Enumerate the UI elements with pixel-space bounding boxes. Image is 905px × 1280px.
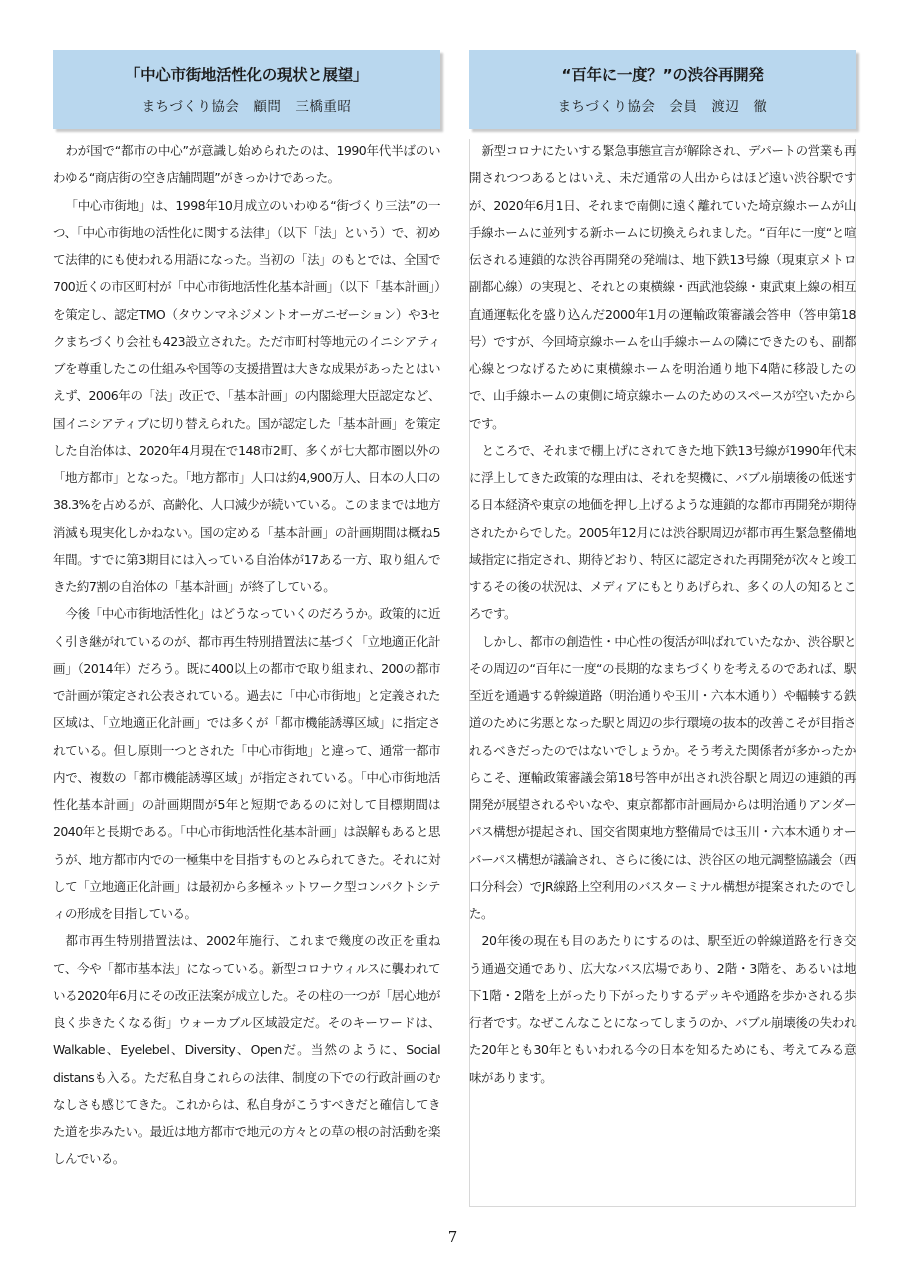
- left-article-author: まちづくり協会 顧問 三橋重昭: [141, 99, 352, 115]
- left-paragraph-1: わが国で“都市の中心”が意識し始められたのは、1990年代半ばのいわゆる“商店街の空き店舗問題”がきっかけであった。: [53, 143, 440, 186]
- right-paragraph-1: 新型コロナにたいする緊急事態宣言が解除され、デパートの営業も再開されつつあるとはいえ、未だ通常の人出からはほど遠い渋谷駅ですが、2020年6月1日、それまで南側に遠く離れていた埼京線ホームが山手線ホームに並列する新ホームに切換えられました。“百年に一度“と喧伝される連鎖的な渋谷再開発の発端は、地下鉄13号線（現東京メトロ副都心線）の実現と、それとの東横線・西武池袋線・東武東上線の相互直通運転化を盛り込んだ2000年1月の運輸政策審議会答申（答申第18号）ですが、今回埼京線ホームを山手線ホームの隣にできたのも、副都心線とつなげるために東横線ホームを明治通り地下4階に移設したので、山手線ホームの東側に埼京線ホームのためのスペースが空いたからです。: [469, 143, 856, 431]
- left-paragraph-4: 都市再生特別措置法は、2002年施行、これまで幾度の改正を重ねて、今や「都市基本法」になっている。新型コロナウィルスに襲われている2020年6月にその改正法案が成立した。その柱の一つが「居心地が良く歩きたくなる街」ウォーカブル区域設定だ。そのキーワードは、Walkable、Eyelebel、Diversity、Openだ。当然のように、Social distansも入る。ただ私自身これらの法律、制度の下での行政計画のむなしさも感じてきた。これからは、私自身がこうすべきだと確信してきた道を歩みたい。最近は地方都市で地元の方々との草の根の討活動を楽しんでいる。: [53, 933, 440, 1167]
- left-article: [53, 50, 440, 1173]
- left-article-header: [53, 50, 440, 129]
- left-paragraph-2: 「中心市街地」は、1998年10月成立のいわゆる“街づくり三法”の一つ、「中心市街地の活性化に関する法律」（以下「法」という）で、初めて法律的にも使われる用語になった。当初の「法」のもとでは、全国で700近くの市区町村が「中心市街地活性化基本計画」（以下「基本計画」）を策定し、認定TMO（タウンマネジメントオーガニゼーション）や3セクまちづくり会社も423設立された。ただ市町村等地元のイニシアティブを尊重したこの仕組みや国等の支援措置は大きな成果があったとはいえず、2006年の「法」改正で、「基本計画」の内閣総理大臣認定など、国イニシアティブに切り替えられた。国が認定した「基本計画」を策定した自治体は、2020年4月現在で148市2町、多くが七大都市圏以外の「地方都市」となった。「地方都市」人口は約4,900万人、日本の人口の38.3%を占めるが、高齢化、人口減少が続いている。このままでは地方消滅も現実化しかねない。国の定める「基本計画」の計画期間は概ね5年間。すでに第3期目には入っている自治体が17ある一方、取り組んできた約7割の自治体の「基本計画」が終了している。: [53, 197, 440, 594]
- left-article-title: 「中心市街地活性化の現状と展望」: [124, 66, 369, 84]
- right-article-title: “百年に一度？”の渋谷再開発: [561, 66, 764, 84]
- right-paragraph-2: ところで、それまで棚上げにされてきた地下鉄13号線が1990年代末に浮上してきた政策的な理由は、それを契機に、バブル崩壊後の低迷する日本経済や東京の地価を押し上げるような連鎖的な都市再開発が期待されたからでした。2005年12月には渋谷駅周辺が都市再生緊急整備地域指定に指定され、期待どおり、特区に認定された再開発が次々と竣工するその後の状況は、メディアにもとりあげられ、多くの人の知るところです。: [469, 442, 856, 622]
- left-article-body: [53, 137, 440, 1173]
- page-number: 7: [447, 1228, 458, 1246]
- right-article: [469, 50, 856, 1091]
- right-article-author: まちづくり協会 会員 渡辺 徹: [557, 99, 768, 115]
- right-paragraph-4: 20年後の現在も目のあたりにするのは、駅至近の幹線道路を行き交う通過交通であり、広大なバス広場であり、2階・3階を、あるいは地下1階・2階を上がったり下がったりするデッキや通路を歩かされる歩行者です。なぜこんなことになってしまうのか、バブル崩壊後の失われた20年とも30年ともいわれる今の日本を知るためにも、考えてみる意味があります。: [469, 933, 856, 1085]
- right-article-header: [469, 50, 856, 129]
- left-paragraph-3: 今後「中心市街地活性化」はどうなっていくのだろうか。政策的に近く引き継がれているのが、都市再生特別措置法に基づく「立地適正化計画」（2014年）だろう。既に400以上の都市で取り組まれ、200の都市で計画が策定され公表されている。過去に「中心市街地」と定義された区域は、「立地適正化計画」では多くが「都市機能誘導区域」に指定されている。但し原則一つとされた「中心市街地」と違って、通常一都市内で、複数の「都市機能誘導区域」が指定されている。「中心市街地活性化基本計画」の計画期間が5年と短期であるのに対して目標期間は2040年と長期である。「中心市街地活性化基本計画」は誤解もあると思うが、地方都市内での一極集中を目指すものとみられてきた。それに対して「立地適正化計画」は最初から多極ネットワーク型コンパクトシティの形成を目指している。: [53, 606, 440, 921]
- right-article-body: [469, 137, 856, 1091]
- right-paragraph-3: しかし、都市の創造性・中心性の復活が叫ばれていたなか、渋谷駅とその周辺の“百年に一度“の長期的なまちづくりを考えるのであれば、駅至近を通過する幹線道路（明治通りや玉川・六本木通り）や輻輳する鉄道のために劣悪となった駅と周辺の歩行環境の抜本的改善こそが目指されるべきだったのではないでしょうか。そう考えた関係者が多かったからこそ、運輸政策審議会第18号答申が出され渋谷駅と周辺の連鎖的再開発が展望されるやいなや、東京都都市計画局からは明治通りアンダーパス構想が提起され、国交省関東地方整備局では玉川・六本木通りオーバーパス構想が議論され、さらに後には、渋谷区の地元調整協議会（西口分科会）でJR線路上空利用のバスターミナル構想が提案されたのでした。: [469, 633, 856, 921]
